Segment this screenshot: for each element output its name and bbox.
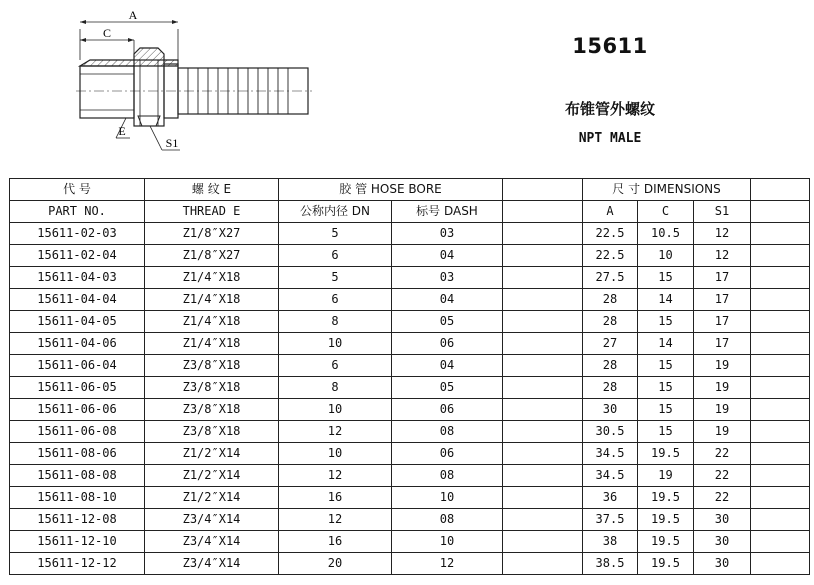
cell-dn: 6 bbox=[279, 355, 392, 377]
cell-spacer bbox=[503, 487, 583, 509]
cell-extra bbox=[751, 289, 810, 311]
header-extra-2 bbox=[751, 201, 810, 223]
cell-dash: 03 bbox=[392, 223, 503, 245]
cell-part-no: 15611-12-10 bbox=[10, 531, 145, 553]
cell-thread: Z3/4″X14 bbox=[145, 531, 279, 553]
cell-thread: Z3/8″X18 bbox=[145, 399, 279, 421]
header-dimensions: 尺 寸 DIMENSIONS bbox=[583, 179, 751, 201]
cell-extra bbox=[751, 355, 810, 377]
cell-extra bbox=[751, 223, 810, 245]
cell-dash: 08 bbox=[392, 421, 503, 443]
cell-extra bbox=[751, 531, 810, 553]
cell-dim-c: 15 bbox=[638, 421, 694, 443]
cell-part-no: 15611-04-05 bbox=[10, 311, 145, 333]
cell-thread: Z3/8″X18 bbox=[145, 421, 279, 443]
cell-dash: 03 bbox=[392, 267, 503, 289]
cell-dim-s1: 19 bbox=[694, 355, 751, 377]
table-row bbox=[10, 333, 810, 355]
header-part-en: PART NO. bbox=[10, 201, 145, 223]
cell-thread: Z1/8″X27 bbox=[145, 245, 279, 267]
subtitle-chinese: 布锥管外螺纹 bbox=[564, 100, 655, 118]
dimension-a bbox=[80, 8, 178, 60]
cell-thread: Z1/8″X27 bbox=[145, 223, 279, 245]
cell-dim-s1: 17 bbox=[694, 289, 751, 311]
cell-dn: 16 bbox=[279, 487, 392, 509]
cell-dim-c: 15 bbox=[638, 399, 694, 421]
cell-dim-a: 28 bbox=[583, 355, 638, 377]
cell-dim-c: 19.5 bbox=[638, 531, 694, 553]
cell-dn: 10 bbox=[279, 333, 392, 355]
cell-dim-c: 10.5 bbox=[638, 223, 694, 245]
cell-dim-s1: 17 bbox=[694, 267, 751, 289]
table-row bbox=[10, 223, 810, 245]
cell-dim-s1: 17 bbox=[694, 333, 751, 355]
cell-dn: 5 bbox=[279, 223, 392, 245]
header-part-cn: 代 号 bbox=[10, 179, 145, 201]
fitting-drawing bbox=[60, 4, 330, 154]
cell-part-no: 15611-06-08 bbox=[10, 421, 145, 443]
header-row-2 bbox=[10, 201, 810, 223]
cell-dim-c: 15 bbox=[638, 311, 694, 333]
label-c: C bbox=[102, 26, 112, 40]
cell-spacer bbox=[503, 553, 583, 575]
table-row bbox=[10, 553, 810, 575]
cell-dash: 05 bbox=[392, 377, 503, 399]
cell-extra bbox=[751, 311, 810, 333]
cell-dash: 10 bbox=[392, 487, 503, 509]
cell-spacer bbox=[503, 377, 583, 399]
cell-dash: 05 bbox=[392, 311, 503, 333]
cell-dn: 12 bbox=[279, 465, 392, 487]
header-s1: S1 bbox=[694, 201, 751, 223]
cell-thread: Z1/4″X18 bbox=[145, 311, 279, 333]
cell-part-no: 15611-04-06 bbox=[10, 333, 145, 355]
cell-thread: Z1/2″X14 bbox=[145, 465, 279, 487]
label-e: E bbox=[118, 124, 126, 138]
cell-part-no: 15611-04-03 bbox=[10, 267, 145, 289]
cell-dim-a: 30 bbox=[583, 399, 638, 421]
cell-part-no: 15611-02-03 bbox=[10, 223, 145, 245]
cell-dim-a: 34.5 bbox=[583, 465, 638, 487]
cell-thread: Z1/4″X18 bbox=[145, 267, 279, 289]
header-thread-en: THREAD E bbox=[145, 201, 279, 223]
cell-dim-a: 38.5 bbox=[583, 553, 638, 575]
cell-part-no: 15611-06-04 bbox=[10, 355, 145, 377]
spec-table bbox=[9, 178, 810, 575]
cell-extra bbox=[751, 509, 810, 531]
cell-thread: Z3/8″X18 bbox=[145, 355, 279, 377]
cell-part-no: 15611-08-06 bbox=[10, 443, 145, 465]
cell-spacer bbox=[503, 223, 583, 245]
cell-dim-c: 19 bbox=[638, 465, 694, 487]
cell-spacer bbox=[503, 311, 583, 333]
header-thread-cn: 螺 纹 E bbox=[145, 179, 279, 201]
cell-dim-s1: 22 bbox=[694, 487, 751, 509]
cell-dim-c: 15 bbox=[638, 355, 694, 377]
cell-dim-s1: 19 bbox=[694, 377, 751, 399]
cell-extra bbox=[751, 465, 810, 487]
cell-spacer bbox=[503, 465, 583, 487]
table-row bbox=[10, 289, 810, 311]
cell-dim-a: 36 bbox=[583, 487, 638, 509]
cell-part-no: 15611-04-04 bbox=[10, 289, 145, 311]
cell-dim-s1: 12 bbox=[694, 223, 751, 245]
cell-dim-c: 19.5 bbox=[638, 553, 694, 575]
cell-spacer bbox=[503, 355, 583, 377]
cell-part-no: 15611-12-08 bbox=[10, 509, 145, 531]
cell-spacer bbox=[503, 333, 583, 355]
header-a: A bbox=[583, 201, 638, 223]
cell-dn: 10 bbox=[279, 399, 392, 421]
cell-spacer bbox=[503, 421, 583, 443]
cell-thread: Z3/8″X18 bbox=[145, 377, 279, 399]
cell-extra bbox=[751, 333, 810, 355]
cell-dn: 6 bbox=[279, 289, 392, 311]
cell-spacer bbox=[503, 267, 583, 289]
cell-spacer bbox=[503, 443, 583, 465]
cell-dn: 12 bbox=[279, 421, 392, 443]
table-row bbox=[10, 311, 810, 333]
header-dash: 标号 DASH bbox=[392, 201, 503, 223]
cell-dash: 06 bbox=[392, 443, 503, 465]
cell-extra bbox=[751, 399, 810, 421]
cell-dim-c: 19.5 bbox=[638, 509, 694, 531]
table-row bbox=[10, 487, 810, 509]
cell-dash: 04 bbox=[392, 289, 503, 311]
cell-dn: 5 bbox=[279, 267, 392, 289]
cell-dim-s1: 30 bbox=[694, 553, 751, 575]
cell-thread: Z3/4″X14 bbox=[145, 553, 279, 575]
cell-thread: Z1/2″X14 bbox=[145, 443, 279, 465]
cell-extra bbox=[751, 267, 810, 289]
table-row bbox=[10, 267, 810, 289]
cell-dn: 8 bbox=[279, 311, 392, 333]
cell-dn: 8 bbox=[279, 377, 392, 399]
cell-dim-a: 22.5 bbox=[583, 245, 638, 267]
cell-dim-a: 37.5 bbox=[583, 509, 638, 531]
cell-thread: Z1/4″X18 bbox=[145, 333, 279, 355]
cell-dim-a: 38 bbox=[583, 531, 638, 553]
cell-part-no: 15611-06-05 bbox=[10, 377, 145, 399]
label-s1: S1 bbox=[165, 136, 179, 150]
cell-extra bbox=[751, 245, 810, 267]
cell-dash: 06 bbox=[392, 333, 503, 355]
cell-dim-a: 30.5 bbox=[583, 421, 638, 443]
table-row bbox=[10, 443, 810, 465]
page-title: 15611 bbox=[572, 34, 648, 58]
cell-dim-s1: 30 bbox=[694, 531, 751, 553]
cell-spacer bbox=[503, 245, 583, 267]
cell-spacer bbox=[503, 509, 583, 531]
cell-spacer bbox=[503, 399, 583, 421]
cell-dim-c: 19.5 bbox=[638, 443, 694, 465]
cell-dim-a: 27 bbox=[583, 333, 638, 355]
cell-spacer bbox=[503, 531, 583, 553]
cell-part-no: 15611-08-08 bbox=[10, 465, 145, 487]
cell-dim-a: 28 bbox=[583, 311, 638, 333]
cell-dn: 16 bbox=[279, 531, 392, 553]
cell-dim-s1: 19 bbox=[694, 399, 751, 421]
cell-extra bbox=[751, 487, 810, 509]
cell-dim-c: 15 bbox=[638, 377, 694, 399]
cell-dim-s1: 22 bbox=[694, 443, 751, 465]
cell-dash: 12 bbox=[392, 553, 503, 575]
cell-dim-a: 27.5 bbox=[583, 267, 638, 289]
cell-dim-c: 15 bbox=[638, 267, 694, 289]
cell-dim-s1: 22 bbox=[694, 465, 751, 487]
cell-part-no: 15611-12-12 bbox=[10, 553, 145, 575]
header-dn: 公称内径 DN bbox=[279, 201, 392, 223]
cell-part-no: 15611-02-04 bbox=[10, 245, 145, 267]
cell-dim-s1: 30 bbox=[694, 509, 751, 531]
table-row bbox=[10, 509, 810, 531]
cell-dash: 10 bbox=[392, 531, 503, 553]
cell-part-no: 15611-08-10 bbox=[10, 487, 145, 509]
cell-part-no: 15611-06-06 bbox=[10, 399, 145, 421]
cell-dim-s1: 17 bbox=[694, 311, 751, 333]
cell-extra bbox=[751, 553, 810, 575]
cell-dim-a: 28 bbox=[583, 289, 638, 311]
cell-dn: 10 bbox=[279, 443, 392, 465]
cell-dn: 12 bbox=[279, 509, 392, 531]
cell-thread: Z1/4″X18 bbox=[145, 289, 279, 311]
table-row bbox=[10, 377, 810, 399]
header-row-1 bbox=[10, 179, 810, 201]
header-c: C bbox=[638, 201, 694, 223]
subtitle-english: NPT MALE bbox=[578, 131, 642, 146]
header-spacer-2 bbox=[503, 201, 583, 223]
header-spacer bbox=[503, 179, 583, 201]
table-row bbox=[10, 399, 810, 421]
cell-dim-a: 28 bbox=[583, 377, 638, 399]
cell-dim-c: 14 bbox=[638, 333, 694, 355]
cell-dash: 08 bbox=[392, 509, 503, 531]
cell-dash: 06 bbox=[392, 399, 503, 421]
table-row bbox=[10, 245, 810, 267]
cell-spacer bbox=[503, 289, 583, 311]
cell-dash: 04 bbox=[392, 245, 503, 267]
cell-dash: 04 bbox=[392, 355, 503, 377]
cell-dim-c: 19.5 bbox=[638, 487, 694, 509]
dimension-c bbox=[80, 26, 134, 58]
table-row bbox=[10, 531, 810, 553]
cell-dim-c: 10 bbox=[638, 245, 694, 267]
cell-extra bbox=[751, 443, 810, 465]
cell-dim-c: 14 bbox=[638, 289, 694, 311]
cell-thread: Z3/4″X14 bbox=[145, 509, 279, 531]
cell-dn: 20 bbox=[279, 553, 392, 575]
table-row bbox=[10, 421, 810, 443]
cell-dn: 6 bbox=[279, 245, 392, 267]
cell-extra bbox=[751, 421, 810, 443]
cell-thread: Z1/2″X14 bbox=[145, 487, 279, 509]
table-row bbox=[10, 465, 810, 487]
header-extra bbox=[751, 179, 810, 201]
cell-extra bbox=[751, 377, 810, 399]
cell-dim-s1: 19 bbox=[694, 421, 751, 443]
cell-dim-s1: 12 bbox=[694, 245, 751, 267]
cell-dim-a: 22.5 bbox=[583, 223, 638, 245]
cell-dash: 08 bbox=[392, 465, 503, 487]
header-hose-bore: 胶 管 HOSE BORE bbox=[279, 179, 503, 201]
cell-dim-a: 34.5 bbox=[583, 443, 638, 465]
table-row bbox=[10, 355, 810, 377]
label-a: A bbox=[128, 8, 138, 22]
